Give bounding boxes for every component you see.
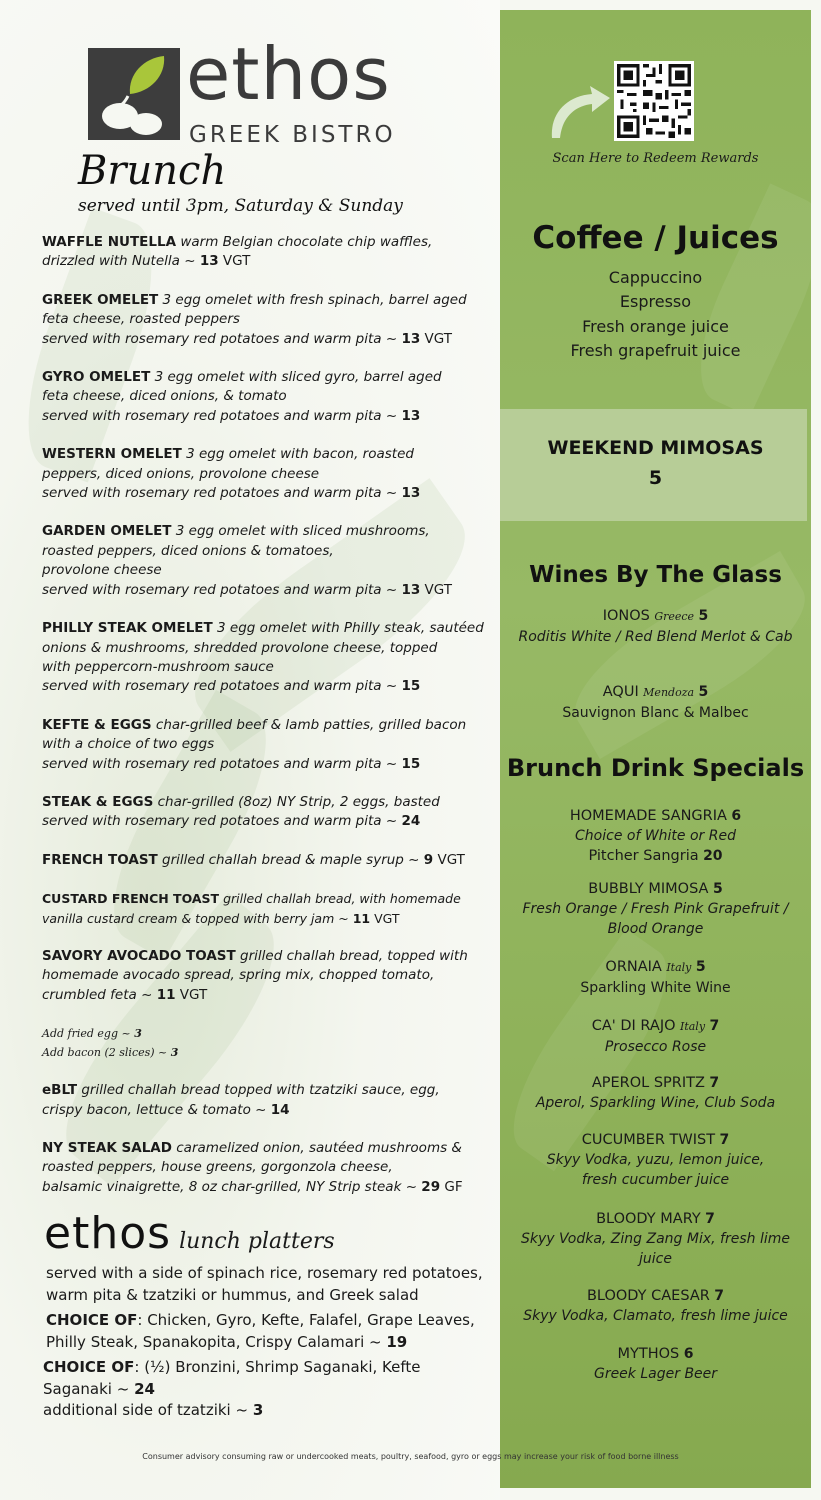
wines-title: Wines By The Glass bbox=[529, 562, 782, 588]
lunch-body bbox=[43, 1263, 494, 1422]
coffee-item: Espresso bbox=[619, 292, 692, 312]
scan-rewards-label: Scan Here to Redeem Rewards bbox=[552, 151, 759, 166]
menu-item: SAVORY AVOCADO TOAST grilled challah bread, topped with homemade avocado spread, spring mix, chopped tomato, crumbled feta ~ 11 VGT bbox=[42, 947, 468, 1003]
lunch-choice-2: CHOICE OF: (½) Bronzini, Shrimp Saganaki, Kefte Saganaki ~ 24 bbox=[43, 1358, 421, 1398]
brunch-items bbox=[42, 233, 492, 1197]
lunch-choice-1: CHOICE OF: Chicken, Gyro, Kefte, Falafel, Grape Leaves, Philly Steak, Spanakopita, Crispy Calamari ~ 19 bbox=[46, 1311, 475, 1351]
drink-mythos: MYTHOS 6 Greek Lager Beer bbox=[593, 1346, 718, 1382]
drink-aperol: APEROL SPRITZ 7 Aperol, Sparkling Wine, Club Soda bbox=[535, 1075, 776, 1111]
coffee-list bbox=[500, 266, 811, 363]
lunch-heading bbox=[44, 1208, 335, 1259]
olive-logo-icon bbox=[88, 48, 180, 140]
drink-caesar: BLOODY CAESAR 7 Skyy Vodka, Clamato, fresh lime juice bbox=[523, 1288, 788, 1324]
mimosa-title: WEEKEND MIMOSAS bbox=[547, 437, 764, 459]
menu-item: PHILLY STEAK OMELET 3 egg omelet with Philly steak, sautéed onions & mushrooms, shredded provolone cheese, topped with peppercorn-mushroom sauce served with rosemary red potatoes and warm pita ~ 15 bbox=[42, 620, 484, 695]
menu-item: KEFTE & EGGS char-grilled beef & lamb patties, grilled bacon with a choice of two eggs served with rosemary red potatoes and warm pita ~ 15 bbox=[42, 716, 467, 772]
menu-item: FRENCH TOAST grilled challah bread & maple syrup ~ 9 VGT bbox=[42, 851, 465, 868]
drink-bubbly: BUBBLY MIMOSA 5 Fresh Orange / Fresh Pink Grapefruit / Blood Orange bbox=[522, 881, 789, 937]
menu-item: WESTERN OMELET 3 egg omelet with bacon, roasted peppers, diced onions, provolone cheese served with rosemary red potatoes and warm pita ~ 13 bbox=[42, 446, 421, 502]
wine-ionos: IONOS Greece 5 Roditis White / Red Blend Merlot & Cab bbox=[518, 608, 793, 645]
drink-ornaia: ORNAIA Italy 5 Sparkling White Wine bbox=[580, 959, 731, 996]
menu-item: STEAK & EGGS char-grilled (8oz) NY Strip, 2 eggs, basted served with rosemary red potatoes and warm pita ~ 24 bbox=[42, 793, 440, 830]
curved-arrow-icon bbox=[544, 80, 614, 140]
coffee-item: Fresh orange juice bbox=[582, 316, 729, 336]
coffee-item: Fresh grapefruit juice bbox=[570, 340, 741, 360]
mimosa-box bbox=[500, 409, 807, 521]
logo-wordmark: ethos bbox=[186, 32, 391, 116]
coffee-title: Coffee / Juices bbox=[532, 220, 779, 256]
consumer-advisory: Consumer advisory consuming raw or undercooked meats, poultry, seafood, gyro or eggs may increase your risk of food borne illness bbox=[142, 1452, 679, 1461]
menu-item: GREEK OMELET 3 egg omelet with fresh spinach, barrel aged feta cheese, roasted peppers served with rosemary red potatoes and warm pita ~ 13 VGT bbox=[42, 291, 467, 347]
coffee-item: Cappuccino bbox=[608, 268, 703, 287]
logo-subtitle: GREEK BISTRO bbox=[189, 122, 396, 148]
menu-item: eBLT grilled challah bread topped with tzatziki sauce, egg, crispy bacon, lettuce & tomato ~ 14 bbox=[42, 1082, 440, 1118]
lunch-title: lunch platters bbox=[179, 1229, 335, 1254]
drink-cadirajo: CA' DI RAJO Italy 7 Prosecco Rose bbox=[591, 1018, 720, 1055]
brunch-drinks-title: Brunch Drink Specials bbox=[506, 754, 805, 782]
brunch-title: Brunch bbox=[78, 148, 227, 194]
brunch-served-note: served until 3pm, Saturday & Sunday bbox=[78, 196, 403, 216]
drink-sangria: HOMEMADE SANGRIA 6 Choice of White or Red Pitcher Sangria 20 bbox=[569, 808, 742, 864]
drink-cucumber: CUCUMBER TWIST 7 Skyy Vodka, yuzu, lemon juice, fresh cucumber juice bbox=[546, 1132, 765, 1188]
menu-item: CUSTARD FRENCH TOAST grilled challah bread, with homemade vanilla custard cream & topped with berry jam ~ 11 VGT bbox=[42, 891, 461, 926]
mimosa-price: 5 bbox=[648, 467, 663, 489]
menu-item: WAFFLE NUTELLA warm Belgian chocolate chip waffles, drizzled with Nutella ~ 13 VGT bbox=[42, 234, 433, 270]
lunch-extra: additional side of tzatziki ~ 3 bbox=[43, 1401, 264, 1419]
wine-aqui: AQUI Mendoza 5 Sauvignon Blanc & Malbec bbox=[562, 684, 749, 721]
menu-item: GYRO OMELET 3 egg omelet with sliced gyro, barrel aged feta cheese, diced onions, & tomato served with rosemary red potatoes and warm pita ~ 13 bbox=[42, 369, 442, 424]
qr-code-icon[interactable] bbox=[614, 61, 694, 141]
menu-item: NY STEAK SALAD caramelized onion, sautéed mushrooms & roasted peppers, house greens, gorgonzola cheese, balsamic vinaigrette, 8 oz char-grilled, NY Strip steak ~ 29 GF bbox=[42, 1140, 463, 1195]
drink-bloodymary: BLOODY MARY 7 Skyy Vodka, Zing Zang Mix, fresh lime juice bbox=[521, 1211, 790, 1267]
lunch-desc: served with a side of spinach rice, rosemary red potatoes, warm pita & tzatziki or hummus, and Greek salad bbox=[46, 1264, 483, 1304]
addon-note: Add fried egg ~ 3 Add bacon (2 slices) ~ 3 bbox=[42, 1027, 179, 1060]
menu-item: GARDEN OMELET 3 egg omelet with sliced mushrooms, roasted peppers, diced onions & tomatoes, provolone cheese served with rosemary red potatoes and warm pita ~ 13 VGT bbox=[42, 523, 453, 598]
lunch-logo: ethos bbox=[44, 1208, 172, 1259]
